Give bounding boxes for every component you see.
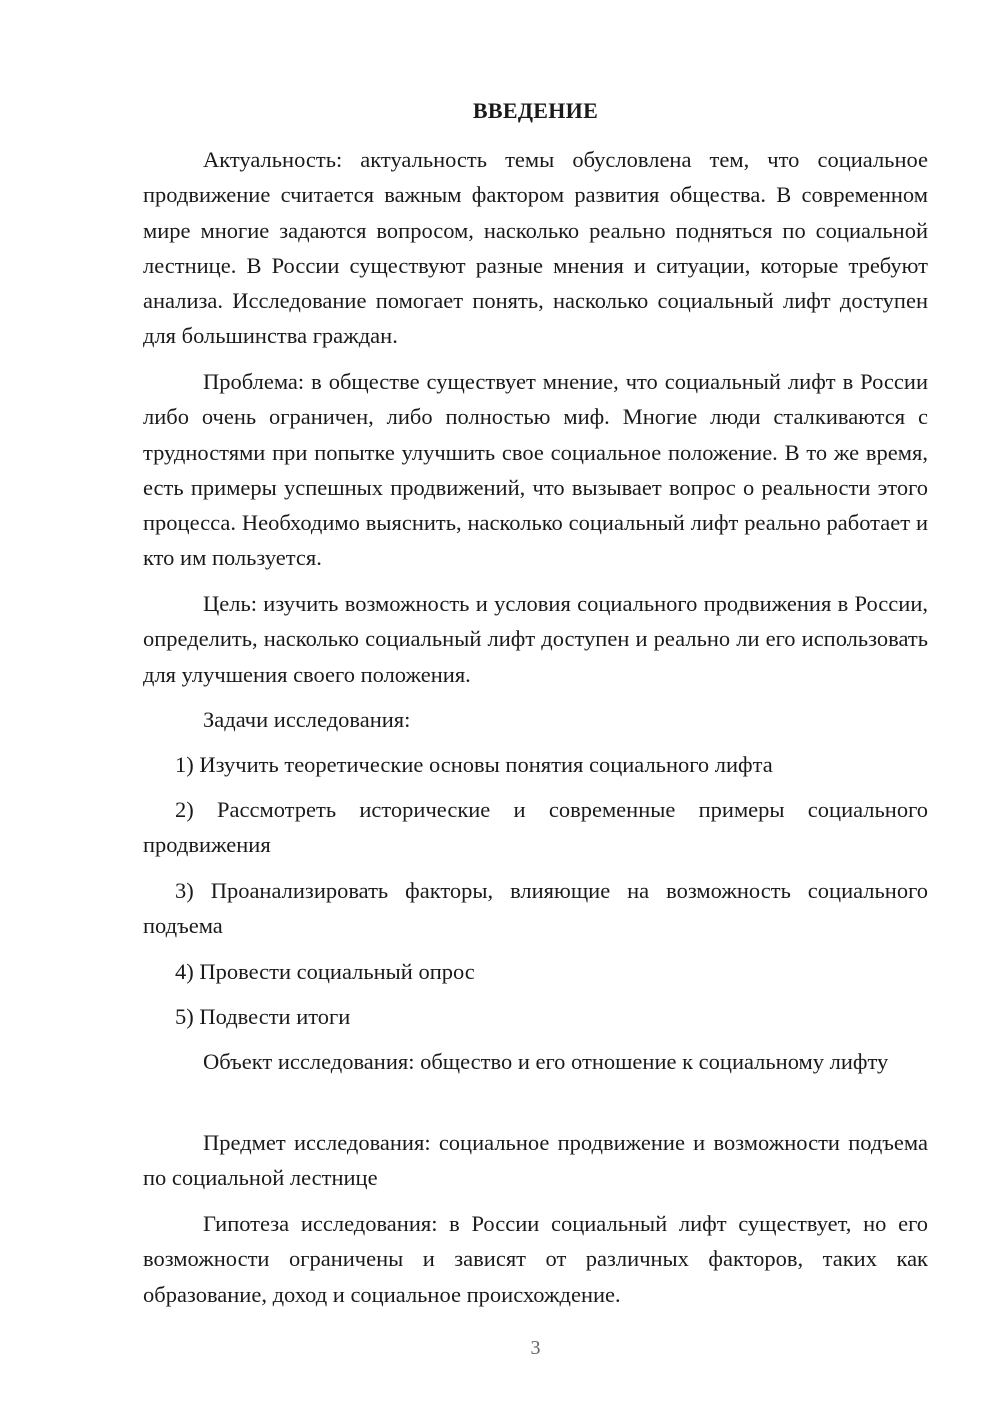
hypothesis-paragraph: Гипотеза исследования: в России социальный лифт существует, но его возможности ограничены и зависят от различных факторов, таких как образование, доход и социальное происхождение. [143,1211,928,1307]
object-paragraph: Объект исследования: общество и его отношение к социальному лифту [203,1049,889,1074]
goal-paragraph: Цель: изучить возможность и условия социального продвижения в России, определить, насколько социальный лифт доступен и реально ли его использовать для улучшения своего положения. [143,591,928,687]
page-number: 3 [530,1337,541,1359]
task-item: 2) Рассмотреть исторические и современные примеры социального продвижения [143,797,928,858]
task-item: 1) Изучить теоретические основы понятия социального лифта [175,752,773,777]
problem-paragraph: Проблема: в обществе существует мнение, что социальный лифт в России либо очень ограничен, либо полностью миф. Многие люди сталкиваются с трудностями при попытке улучшить свое социальное положение. В то же время, есть примеры успешных продвижений, что вызывает вопрос о реальности этого процесса. Необходимо выяснить, насколько социальный лифт реально работает и кто им пользуется. [143,369,928,571]
task-item: 5) Подвести итоги [175,1004,351,1029]
relevance-paragraph: Актуальность: актуальность темы обусловлена тем, что социальное продвижение считается важным фактором развития общества. В современном мире многие задаются вопросом, насколько реально подняться по социальной лестнице. В России существуют разные мнения и ситуации, которые требуют анализа. Исследование помогает понять, насколько социальный лифт доступен для большинства граждан. [143,147,928,349]
task-item: 4) Провести социальный опрос [175,959,475,984]
task-item: 3) Проанализировать факторы, влияющие на возможность социального подъема [143,878,928,939]
subject-paragraph: Предмет исследования: социальное продвижение и возможности подъема по социальной лестнице [143,1130,928,1191]
section-title: ВВЕДЕНИЕ [472,98,599,123]
tasks-heading: Задачи исследования: [203,707,411,732]
document-page [143,0,928,1414]
